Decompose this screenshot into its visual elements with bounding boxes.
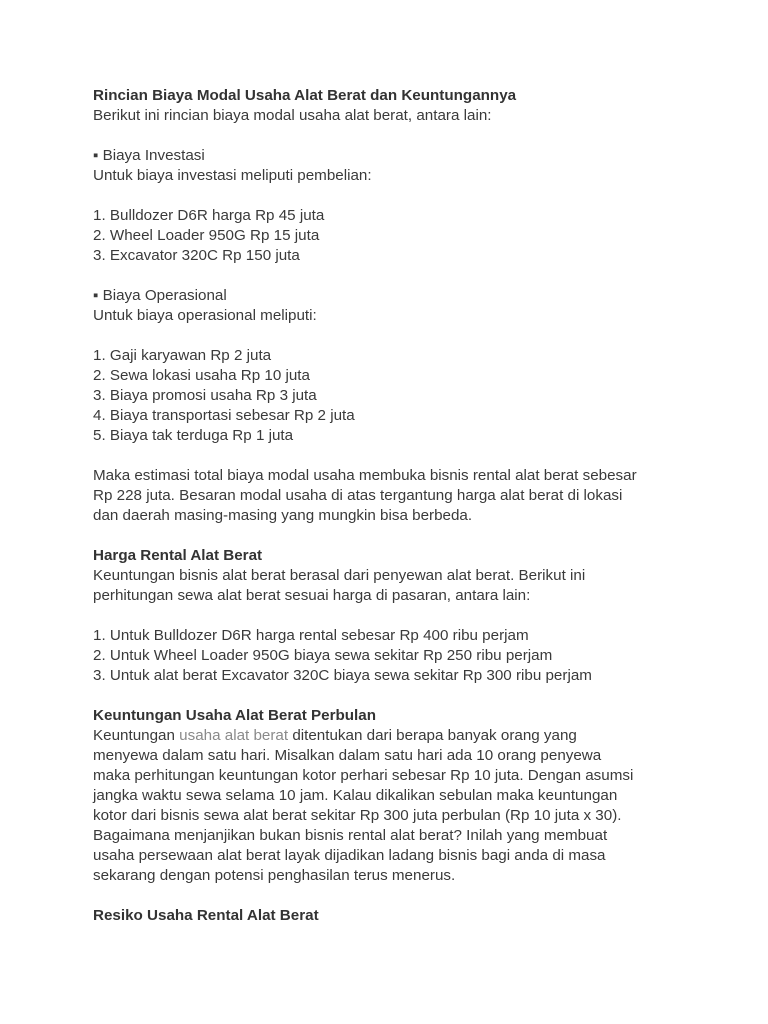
spacer — [93, 686, 693, 706]
list-item: 2. Wheel Loader 950G Rp 15 juta — [93, 227, 320, 244]
paragraph-text: Keuntungan — [93, 727, 180, 744]
paragraph-line: jangka waktu sewa selama 10 jam. Kalau dikalikan sebulan maka keuntungan — [93, 787, 618, 804]
list-item: 3. Untuk alat berat Excavator 320C biaya sewa sekitar Rp 300 ribu perjam — [93, 667, 592, 684]
subheading-biaya-operasional: ▪ Biaya Operasional — [93, 287, 227, 304]
summary-line: Rp 228 juta. Besaran modal usaha di atas tergantung harga alat berat di lokasi — [93, 487, 623, 504]
section-intro: Berikut ini rincian biaya modal usaha alat berat, antara lain: — [93, 107, 492, 124]
article-body — [93, 86, 693, 926]
usaha-alat-berat-link[interactable]: usaha alat berat — [179, 727, 289, 744]
paragraph-text: ditentukan dari berapa banyak orang yang — [288, 727, 577, 744]
spacer — [93, 126, 693, 146]
list-item: 1. Bulldozer D6R harga Rp 45 juta — [93, 207, 325, 224]
list-item: 4. Biaya transportasi sebesar Rp 2 juta — [93, 407, 355, 424]
section-title-keuntungan: Keuntungan Usaha Alat Berat Perbulan — [93, 707, 376, 724]
paragraph-line: maka perhitungan keuntungan kotor perhari sebesar Rp 10 juta. Dengan asumsi — [93, 767, 634, 784]
section-title-harga-rental: Harga Rental Alat Berat — [93, 547, 263, 564]
paragraph-line: menyewa dalam satu hari. Misalkan dalam satu hari ada 10 orang penyewa — [93, 747, 602, 764]
paragraph-line: Keuntungan bisnis alat berat berasal dari penyewan alat berat. Berikut ini — [93, 567, 586, 584]
paragraph-line: kotor dari bisnis sewa alat berat sekitar Rp 300 juta perbulan (Rp 10 juta x 30). — [93, 807, 622, 824]
spacer — [93, 186, 693, 206]
section-title-rincian-biaya: Rincian Biaya Modal Usaha Alat Berat dan Keuntungannya — [93, 87, 517, 104]
subheading-biaya-investasi: ▪ Biaya Investasi — [93, 147, 205, 164]
summary-line: dan daerah masing-masing yang mungkin bisa berbeda. — [93, 507, 473, 524]
paragraph-line: Bagaimana menjanjikan bukan bisnis rental alat berat? Inilah yang membuat — [93, 827, 608, 844]
investasi-intro: Untuk biaya investasi meliputi pembelian: — [93, 167, 372, 184]
list-item: 2. Untuk Wheel Loader 950G biaya sewa sekitar Rp 250 ribu perjam — [93, 647, 553, 664]
paragraph-line — [93, 726, 693, 746]
spacer — [93, 886, 693, 906]
paragraph-line: perhitungan sewa alat berat sesuai harga di pasaran, antara lain: — [93, 587, 531, 604]
spacer — [93, 266, 693, 286]
list-item: 1. Gaji karyawan Rp 2 juta — [93, 347, 272, 364]
spacer — [93, 526, 693, 546]
operasional-intro: Untuk biaya operasional meliputi: — [93, 307, 317, 324]
spacer — [93, 606, 693, 626]
section-title-resiko: Resiko Usaha Rental Alat Berat — [93, 907, 319, 924]
list-item: 3. Excavator 320C Rp 150 juta — [93, 247, 300, 264]
spacer — [93, 446, 693, 466]
list-item: 1. Untuk Bulldozer D6R harga rental sebesar Rp 400 ribu perjam — [93, 627, 529, 644]
summary-line: Maka estimasi total biaya modal usaha membuka bisnis rental alat berat sebesar — [93, 467, 637, 484]
list-item: 5. Biaya tak terduga Rp 1 juta — [93, 427, 294, 444]
list-item: 2. Sewa lokasi usaha Rp 10 juta — [93, 367, 310, 384]
list-item: 3. Biaya promosi usaha Rp 3 juta — [93, 387, 317, 404]
paragraph-line: sekarang dengan potensi penghasilan terus menerus. — [93, 867, 456, 884]
spacer — [93, 326, 693, 346]
paragraph-line: usaha persewaan alat berat layak dijadikan ladang bisnis bagi anda di masa — [93, 847, 606, 864]
